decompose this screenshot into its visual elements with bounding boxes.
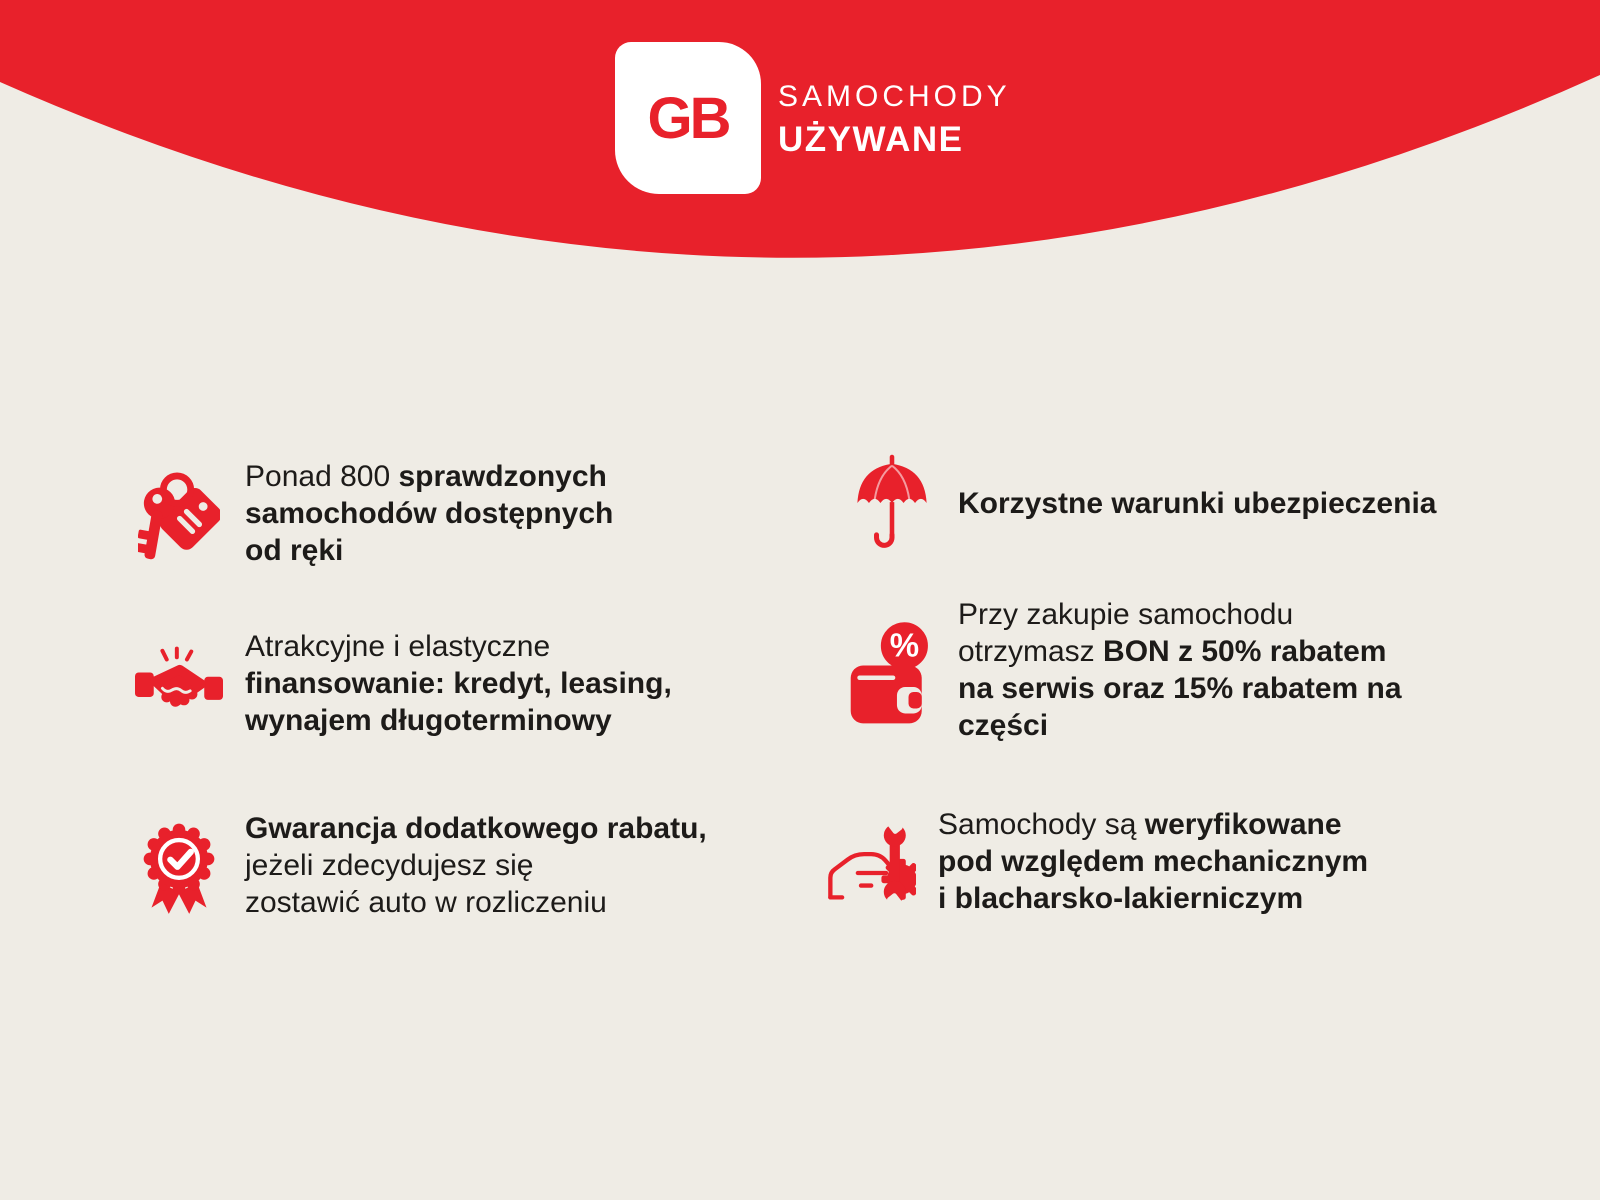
feature-line [958, 670, 1402, 707]
feature-line [245, 628, 672, 665]
feature-text-regular: Przy zakupie samochodu [958, 598, 1294, 631]
feature-text-bold: wynajem długoterminowy [245, 704, 612, 737]
feature-line [245, 495, 613, 532]
feature-line [958, 707, 1402, 744]
feature-item-insurance [848, 452, 1436, 554]
feature-line [245, 884, 707, 921]
header-red-curve [0, 0, 1600, 450]
feature-line [938, 843, 1368, 880]
umbrella-icon [848, 452, 936, 554]
feature-text-bold: weryfikowane [1144, 808, 1342, 841]
feature-text-bold: pod względem mechanicznym [938, 845, 1369, 878]
logo-box [615, 42, 761, 194]
feature-line [245, 702, 672, 739]
feature-item-verification [828, 806, 1368, 917]
feature-line [245, 810, 707, 847]
percent-symbol: % [889, 625, 920, 663]
feature-text-bold: na serwis oraz 15% rabatem na [958, 672, 1402, 705]
car-service-icon [828, 808, 916, 916]
feature-line [938, 806, 1368, 843]
feature-text-bold: od ręki [245, 534, 344, 567]
logo-gb-text: GB [647, 85, 729, 151]
feature-item-availability [135, 458, 613, 569]
feature-text [245, 628, 672, 739]
feature-line [245, 532, 613, 569]
brand-block [778, 80, 1011, 160]
feature-line [938, 880, 1368, 917]
feature-text-regular: zostawić auto w rozliczeniu [245, 886, 607, 919]
feature-line [958, 485, 1436, 522]
feature-text-bold: Korzystne warunki ubezpieczenia [958, 486, 1437, 520]
feature-text [938, 806, 1368, 917]
handshake-icon [135, 638, 223, 730]
feature-text-bold: i blacharsko-lakierniczym [938, 882, 1304, 915]
feature-icon-wrap [828, 808, 916, 916]
feature-line [245, 665, 672, 702]
feature-text-regular: Atrakcyjne i elastyczne [245, 630, 551, 663]
wallet-discount-icon [849, 616, 935, 725]
feature-text-bold: Gwarancja dodatkowego rabatu, [245, 812, 707, 845]
feature-icon-wrap [135, 814, 223, 918]
guarantee-badge-icon [135, 814, 223, 918]
feature-text [245, 810, 707, 921]
feature-text-bold: sprawdzonych [398, 460, 607, 493]
feature-text-bold: części [958, 709, 1049, 742]
feature-text [245, 458, 613, 569]
feature-icon-wrap [135, 464, 223, 564]
feature-text-bold: samochodów dostępnych [245, 497, 614, 530]
brand-line-1: SAMOCHODY [778, 80, 1011, 113]
feature-text-regular: Ponad 800 [245, 460, 399, 493]
feature-icon-wrap [848, 616, 936, 725]
feature-text-bold: BON z 50% rabatem [1103, 635, 1387, 668]
feature-text [958, 485, 1436, 522]
feature-text-regular: Samochody są [938, 808, 1145, 841]
feature-text-regular: jeżeli zdecydujesz się [245, 849, 534, 882]
car-keys-tag-icon [138, 464, 220, 564]
brand-line-2: UŻYWANE [778, 120, 964, 159]
feature-item-discount-bon [848, 596, 1402, 744]
feature-icon-wrap [135, 638, 223, 730]
feature-line [958, 596, 1402, 633]
feature-item-guarantee [135, 810, 707, 921]
feature-text-bold: finansowanie: kredyt, leasing, [245, 667, 672, 700]
feature-text-regular: otrzymasz [958, 635, 1104, 668]
feature-line [245, 847, 707, 884]
feature-line [245, 458, 613, 495]
feature-icon-wrap [848, 452, 936, 554]
feature-line [958, 633, 1402, 670]
feature-item-financing [135, 628, 672, 739]
feature-text [958, 596, 1402, 744]
